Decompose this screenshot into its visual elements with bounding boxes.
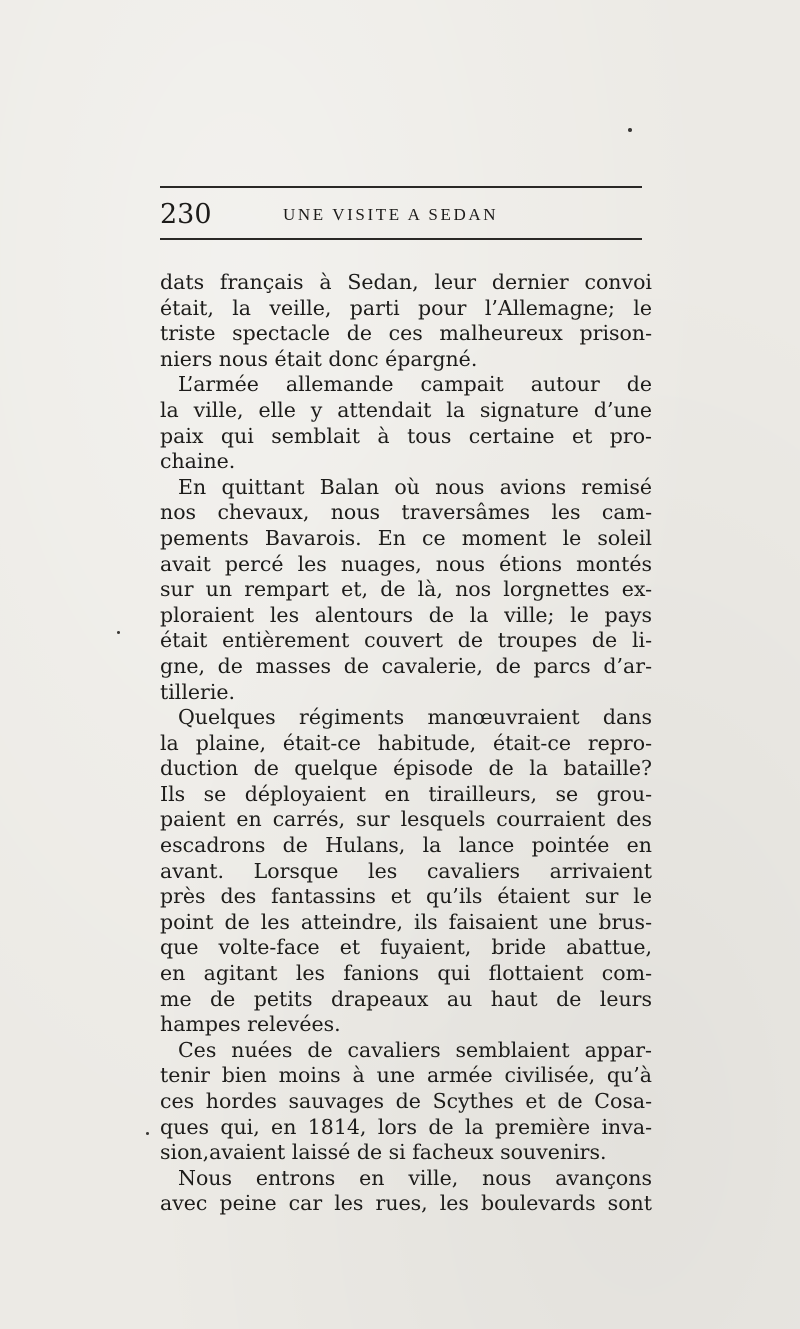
text-line: la ville, elle y attendait la signature d’une: [160, 397, 652, 422]
text-line: Nous entrons en ville, nous avançons: [178, 1165, 652, 1190]
text-line: triste spectacle de ces malheureux prison-: [160, 321, 652, 346]
header-rule-top: [160, 186, 642, 188]
text-line: ces hordes sauvages de Scythes et de Cosa-: [160, 1089, 652, 1113]
text-line: sur un rempart et, de là, nos lorgnettes ex-: [160, 577, 652, 602]
paper-speck: [117, 631, 120, 634]
text-line: hampes relevées.: [160, 1012, 341, 1037]
text-line: Quelques régiments manœuvraient dans: [178, 705, 652, 730]
text-line: avait percé les nuages, nous étions montés: [160, 551, 652, 576]
text-line: sion,avaient laissé de si facheux souvenirs.: [160, 1140, 607, 1165]
text-line: gne, de masses de cavalerie, de parcs d’ar-: [160, 653, 652, 678]
text-line: paient en carrés, sur lesquels courraient des: [160, 807, 652, 832]
running-head: [160, 197, 642, 233]
page-number: 230: [160, 199, 212, 230]
text-line: Ces nuées de cavaliers semblaient appar-: [178, 1037, 652, 1062]
text-line: était, la veille, parti pour l’Allemagne; le: [160, 295, 652, 320]
text-line: près des fantassins et qu’ils étaient sur le: [160, 884, 652, 909]
text-line: tenir bien moins à une armée civilisée, qu’à: [160, 1063, 652, 1088]
text-line: tillerie.: [160, 679, 236, 704]
text-line: que volte-face et fuyaient, bride abattue,: [160, 935, 652, 960]
text-line: duction de quelque épisode de la bataille?: [160, 756, 652, 781]
text-line: en agitant les fanions qui flottaient com-: [160, 961, 652, 986]
running-title: UNE VISITE A SEDAN: [283, 205, 499, 224]
header-rule-bottom: [160, 238, 642, 240]
body-text: [160, 270, 652, 1217]
text-line: était entièrement couvert de troupes de li-: [160, 628, 652, 653]
text-line: ques qui, en 1814, lors de la première inva-: [160, 1114, 652, 1139]
paper-speck: [628, 128, 632, 132]
text-line: En quittant Balan où nous avions remisé: [178, 474, 652, 499]
text-line: escadrons de Hulans, la lance pointée en: [160, 833, 652, 858]
text-line: pements Bavarois. En ce moment le soleil: [160, 525, 652, 550]
text-line: chaine.: [160, 449, 236, 474]
text-line: dats français à Sedan, leur dernier convoi: [160, 270, 652, 294]
text-line: ploraient les alentours de la ville; le pays: [160, 602, 652, 627]
text-line: avant. Lorsque les cavaliers arrivaient: [160, 858, 652, 883]
text-line: me de petits drapeaux au haut de leurs: [160, 986, 652, 1011]
text-line: nos chevaux, nous traversâmes les cam-: [160, 500, 652, 525]
text-line: point de les atteindre, ils faisaient une brus-: [160, 909, 652, 934]
text-line: avec peine car les rues, les boulevards sont: [160, 1191, 652, 1216]
paper-speck: [146, 1132, 149, 1135]
text-line: Ils se déployaient en tirailleurs, se grou-: [160, 781, 652, 806]
text-line: la plaine, était-ce habitude, était-ce repro-: [160, 730, 652, 755]
text-line: L’armée allemande campait autour de: [178, 372, 652, 397]
text-line: paix qui semblait à tous certaine et pro-: [160, 423, 652, 448]
text-line: niers nous était donc épargné.: [160, 346, 478, 371]
